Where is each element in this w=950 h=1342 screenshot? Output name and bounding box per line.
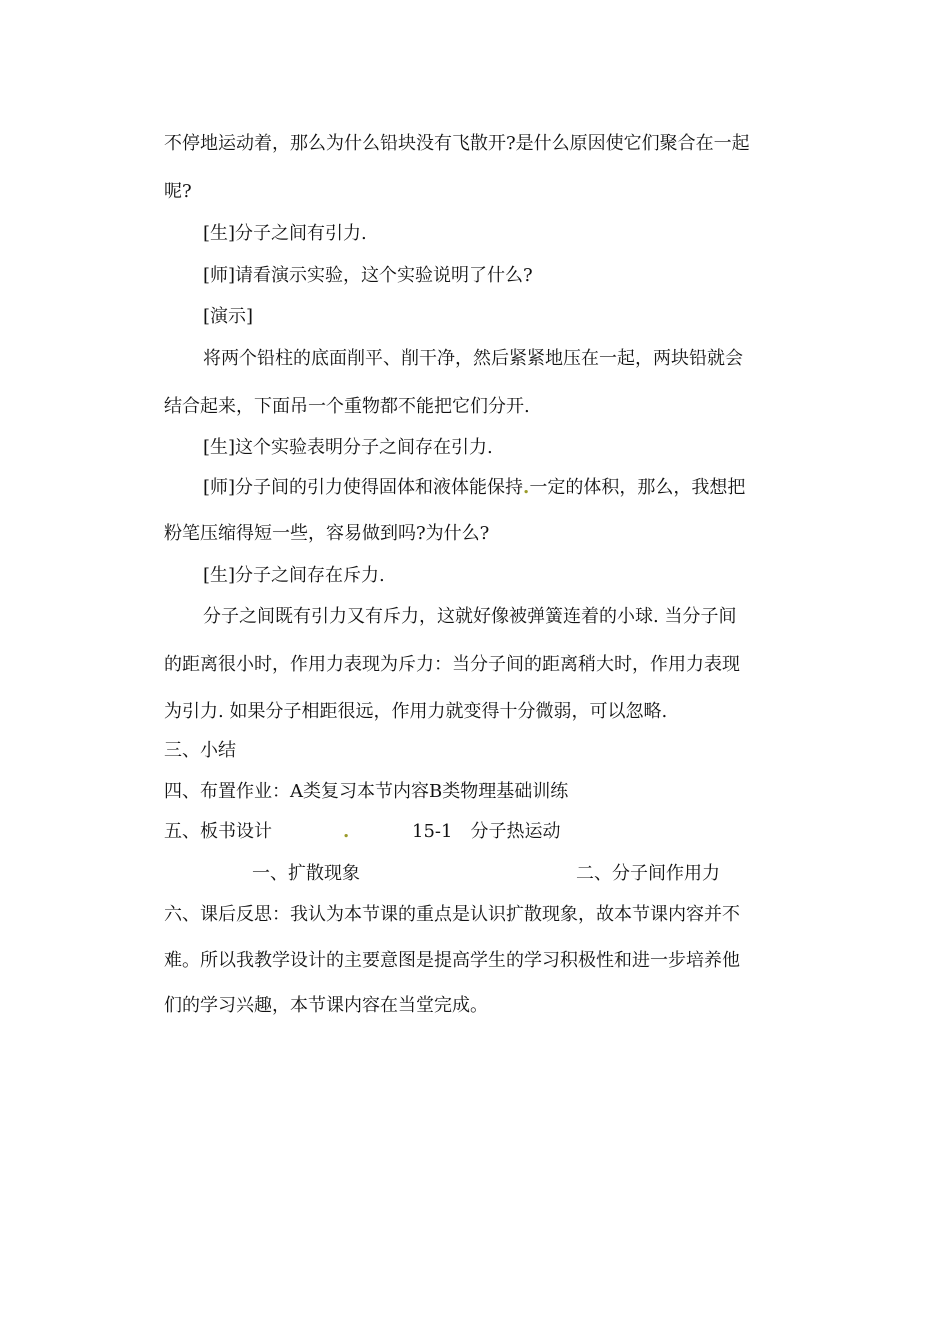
student-answer: [生]分子之间有引力. (203, 223, 367, 244)
paragraph-line: 难。所以我教学设计的主要意图是提高学生的学习积极性和进一步培养他 (164, 950, 740, 971)
section-summary: 三、小结 (164, 740, 236, 761)
demo-label: [演示] (203, 306, 254, 327)
paragraph-line: 不停地运动着，那么为什么铅块没有飞散开?是什么原因使它们聚合在一起 (164, 133, 750, 154)
board-title: 15-1 分子热运动 (412, 821, 561, 842)
text-segment: [师]分子间的引力使得固体和液体能保持 (203, 477, 524, 498)
student-answer: [生]这个实验表明分子之间存在引力. (203, 437, 493, 458)
section-board-heading: 五、板书设计 (164, 821, 272, 842)
dot-mark: . (523, 477, 530, 498)
paragraph-line: 分子之间既有引力又有斥力，这就好像被弹簧连着的小球. 当分子间 (203, 606, 737, 627)
paragraph-line: 粉笔压缩得短一些，容易做到吗?为什么? (164, 523, 490, 544)
dot-mark: . (343, 821, 350, 842)
teacher-question (203, 476, 745, 500)
paragraph-line: 的距离很小时，作用力表现为斥力：当分子间的距离稍大时，作用力表现 (164, 654, 740, 675)
paragraph-line: 结合起来，下面吊一个重物都不能把它们分开. (164, 396, 530, 417)
section-homework: 四、布置作业：A类复习本节内容B类物理基础训练 (164, 781, 569, 802)
text-segment: 一定的体积，那么，我想把 (529, 477, 746, 498)
board-item: 一、扩散现象 (252, 863, 360, 884)
student-answer: [生]分子之间存在斥力. (203, 565, 385, 586)
paragraph-line: 们的学习兴趣，本节课内容在当堂完成。 (164, 995, 488, 1016)
board-item: 二、分子间作用力 (576, 863, 720, 884)
paragraph-line: 将两个铅柱的底面削平、削干净，然后紧紧地压在一起，两块铅就会 (203, 348, 743, 369)
paragraph-line: 为引力. 如果分子相距很远，作用力就变得十分微弱，可以忽略. (164, 701, 668, 722)
section-reflection: 六、课后反思：我认为本节课的重点是认识扩散现象，故本节课内容并不 (164, 904, 740, 925)
paragraph-line: 呢? (164, 181, 192, 202)
teacher-question: [师]请看演示实验，这个实验说明了什么? (203, 265, 533, 286)
